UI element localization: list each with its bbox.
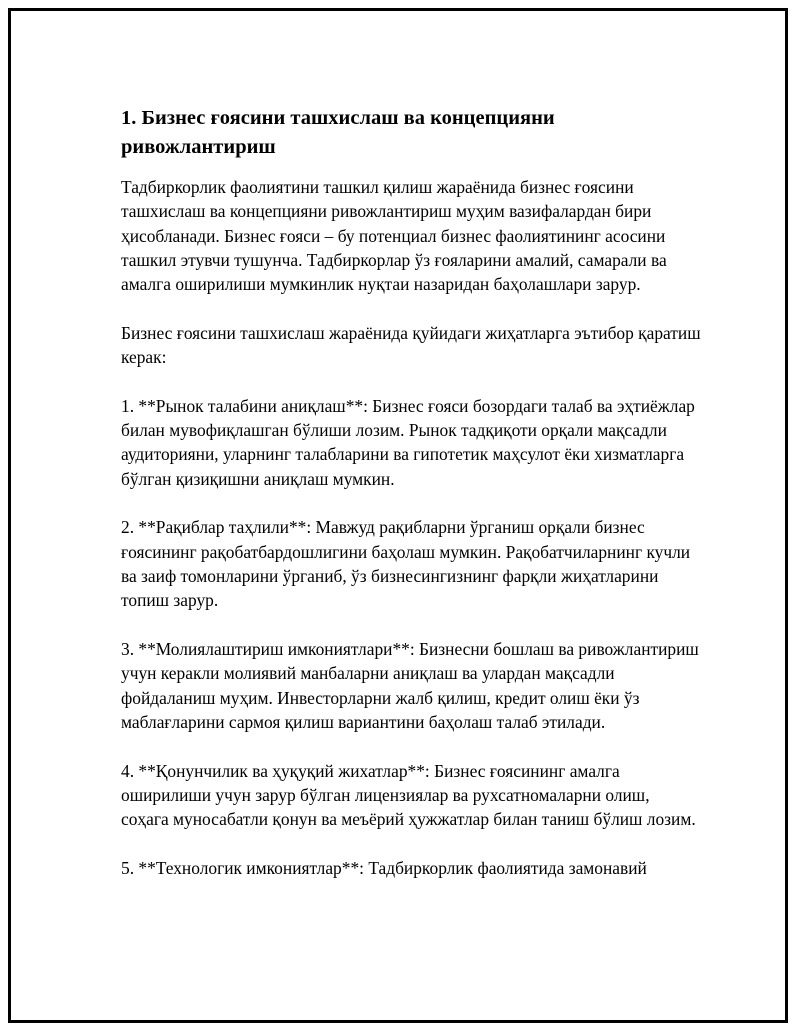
document-body <box>121 104 701 905</box>
section-heading: 1. Бизнес ғоясини ташхислаш ва концепцияни ривожлантириш <box>121 107 555 158</box>
list-item-financing: 3. **Молиялаштириш имкониятлари**: Бизнесни бошлаш ва ривожлантириш учун керакли молиявий манбаларни аниқлаш ва улардан мақсадли фойдаланиш муҳим. Инвесторларни жалб қилиш, кредит олиш ёки ўз маблағларини сармоя қилиш вариантини баҳолаш талаб этилади. <box>121 639 699 732</box>
list-item-technology: 5. **Технологик имкониятлар**: Тадбиркорлик фаолиятида замонавий <box>121 857 647 878</box>
list-item-legal: 4. **Қонунчилик ва ҳуқуқий жихатлар**: Бизнес ғоясининг амалга оширилиши учун зарур бўлган лицензиялар ва рухсатномаларни олиш, соҳага муносабатли қонун ва меъёрий ҳужжатлар билан таниш бўлиш лозим. <box>121 760 696 830</box>
intro-paragraph: Тадбиркорлик фаолиятини ташкил қилиш жараёнида бизнес ғоясини ташхислаш ва концепцияни ривожлантириш муҳим вазифалардан бири ҳисобланади. Бизнес ғояси – бу потенциал бизнес фаолиятининг асосини ташкил этувчи тушунча. Тадбиркорлар ўз ғояларини амалий, самарали ва амалга оширилиши мумкинлик нуқтаи назаридан баҳолашлари зарур. <box>121 177 667 295</box>
list-item-market-demand: 1. **Рынок талабини аниқлаш**: Бизнес ғояси бозордаги талаб ва эҳтиёжлар билан мувофиқлашган бўлиши лозим. Рынок тадқиқоти орқали мақсадли аудиторияни, уларнинг талабларини ва гипотетик маҳсулот ёки хизматларга бўлган қизиқишни аниқлаш мумкин. <box>121 395 695 489</box>
page-frame <box>8 8 788 1023</box>
list-item-competitor-analysis: 2. **Рақиблар таҳлили**: Мавжуд рақибларни ўрганиш орқали бизнес ғоясининг рақобатбардошлигини баҳолаш мумкин. Рақобатчиларнинг кучли ва заиф томонларини ўрганиб, ўз бизнесингизнинг фарқли жиҳатларини топиш зарур. <box>121 517 691 611</box>
criteria-intro-paragraph: Бизнес ғоясини ташхислаш жараёнида қуйидаги жиҳатларга эътибор қаратиш керак: <box>121 322 701 368</box>
